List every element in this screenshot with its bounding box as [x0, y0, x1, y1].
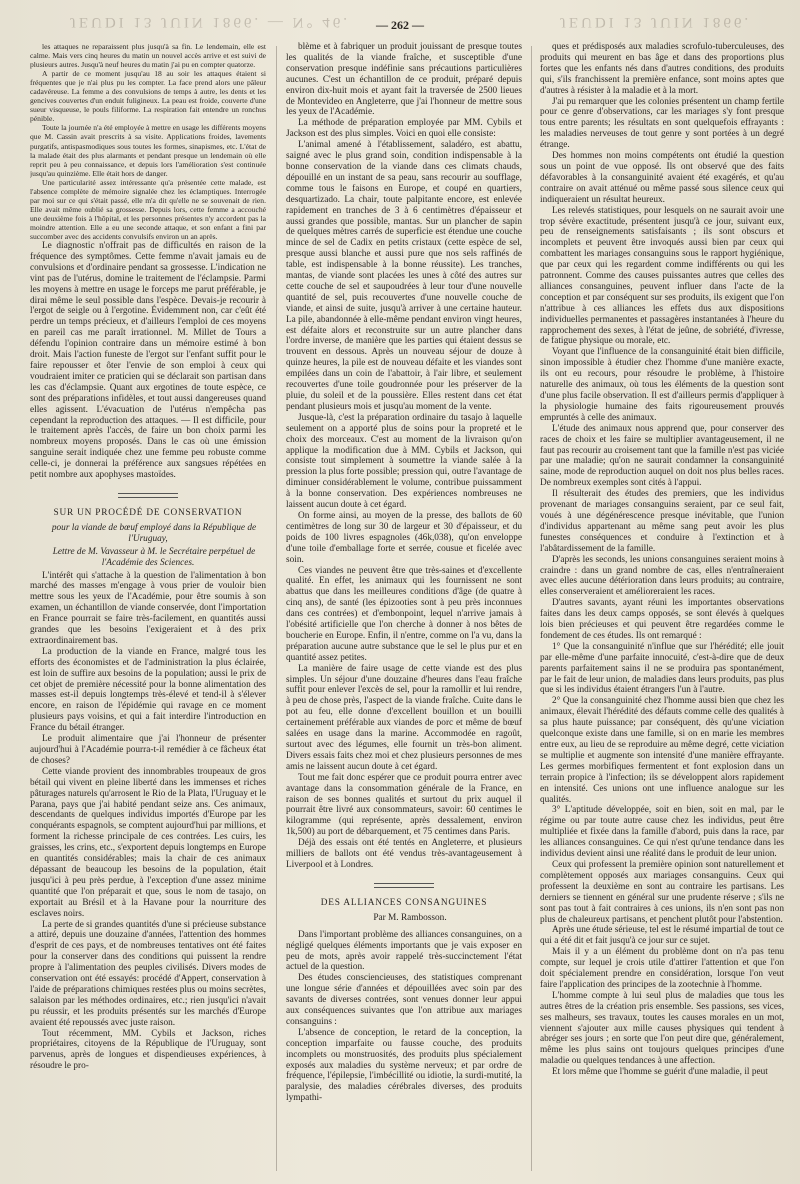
paragraph: La méthode de préparation employée par MM. Cybils et Jackson est des plus simples. Voici en quoi elle consiste:: [286, 118, 522, 140]
paragraph: Il résulterait des études des premiers, que les individus provenant de mariages consanguins seraient, par ce seul fait, voués à une dégénérescence presque inévitable, que l'union d'individus appartenant au même sang peut avoir les plus funestes conséquences et conduire à l'extinction et à l'abâtardissement de la famille.: [540, 489, 784, 554]
article-title: DES ALLIANCES CONSANGUINES: [320, 897, 488, 908]
paragraph: Tout récemment, MM. Cybils et Jackson, riches propriétaires, citoyens de la République de l'Uruguay, sont parvenus, après de longues et dispendieuses expériences, à résoudre le pro-: [30, 1028, 266, 1072]
paragraph: La production de la viande en France, malgré tous les efforts des économistes et de l'administration la plus éclairée, est loin de suffire aux besoins de la population; aussi le prix de cet objet de première nécessité pour la bonne alimentation des masses est-il depuis longtemps très-élevé et tend-il à s'élever encore, en raison de l'épidémie qui ravage en ce moment plusieurs pays voisins, et qui a fait interdire l'introduction en France du bétail étranger.: [30, 646, 266, 734]
article-conservation-continued: [286, 42, 522, 871]
article-consanguinity: [286, 898, 522, 1104]
paragraph: Cette viande provient des innombrables troupeaux de gros bétail qui vivent en pleine liberté dans les immenses et riches pâturages naturels qu'arrosent le Rio de la Plata, l'Uruguay et le Parana, pays que j'ai habité pendant seize ans. Ces animaux, descendants de quelques individus importés d'Europe par les conquérants espagnols, se comptent aujourd'hui par millions, et forment la richesse principale de ces contrées. Les cuirs, les graisses, les crins, etc., s'exportent depuis longtemps en Europe en quantités considérables; mais la chair de ces animaux dépassant de beaucoup les besoins de la population, était jusqu'ici à peu près perdue, à l'exception d'une assez minime quantité que l'on préparait et que, sous le nom de tasajo, on exportait au Brésil et à la Havane pour la nourriture des esclaves noirs.: [30, 766, 266, 919]
paragraph: D'après les seconds, les unions consanguines seraient moins à craindre : dans un grand nombre de cas, elles n'entraîneraient avec elles aucune détérioration dans leurs produits; au contraire, elles conserveraient et amélioreraient les races.: [540, 554, 784, 598]
article-consanguinity-continued: [540, 42, 784, 1078]
section-divider: [374, 883, 434, 888]
paragraph: La manière de faire usage de cette viande est des plus simples. Un séjour d'une douzaine d'heures dans l'eau fraîche suffit pour enlever l'excès de sel, pour la ramollir et lui rendre, à peu de chose près, l'aspect de la viande fraîche. Cuite dans le pot au feu, elle donne d'excellent bouillon et un bouilli certainement préférable aux viandes de porc et même de bœuf salées en usage dans la marine. Accommodée en ragoût, surtout avec des légumes, elle fournit un très-bon aliment. Divers essais faits chez moi et chez plusieurs personnes de mes amis ne laissent aucun doute à cet égard.: [286, 663, 522, 772]
paragraph: Le produit alimentaire que j'ai l'honneur de présenter aujourd'hui à l'Académie pourra-t-il remédier à ce fâcheux état de choses?: [30, 734, 266, 766]
paragraph: Après une étude sérieuse, tel est le résumé impartial de tout ce qui a été dit et fait jusqu'à ce jour sur ce sujet.: [540, 925, 784, 947]
paragraph: Dans l'important problème des alliances consanguines, on a négligé quelques éléments importants que je vais exposer en peu de mots, après avoir rappelé très-succinctement l'état actuel de la question.: [286, 929, 522, 973]
paragraph: Des études consciencieuses, des statistiques comprenant une longue série d'années et dépouillées avec soin par des savants de diverses contrées, sont venues donner leur appui aux conséquences suivantes que l'on attribue aux mariages consanguins :: [286, 973, 522, 1027]
column-2: [286, 42, 522, 1172]
paragraph: ques et prédisposés aux maladies scrofulo-tuberculeuses, des produits qui meurent en bas âge et dans des proportions plus fortes que les enfants nés dans d'autres conditions, des produits qui, s'ils franchissent la première enfance, sont moins aptes que d'autres à résister à la maladie et à la mort.: [540, 42, 784, 96]
case-discussion: [30, 241, 266, 481]
column-3: [540, 42, 784, 1172]
paragraph: A partir de ce moment jusqu'au 18 au soir les attaques étaient si fréquentes que je n'ai plus pu les compter. La face prend alors une pâleur cadavéreuse. La femme a des convulsions de temps à autre, les dents et les gencives couvertes d'un enduit fuligineux. La peau est froide, couverte d'une sueur visqueuse, le pouls filiforme. La respiration fait entendre un ronchus pénible.: [30, 69, 266, 124]
bleed-text-right: JEUDI 13 JUIN 1866.: [560, 14, 752, 30]
column-separator: [531, 46, 532, 1171]
paragraph: blème et à fabriquer un produit jouissant de presque toutes les qualités de la viande fraîche, et susceptible d'une conservation presque indéfinie sans précautions particulières aucunes. C'est un échantillon de ce produit, préparé depuis environ dix-huit mois et ayant fait la traversée de 2500 lieues de Montevideo en Angleterre, que j'ai l'honneur de mettre sous les yeux de l'Académie.: [286, 42, 522, 118]
column-1: [30, 42, 266, 1172]
paragraph: La perte de si grandes quantités d'une si précieuse substance a attiré, depuis une douzaine d'années, l'attention des hommes d'esprit de ces pays, et de nombreuses tentatives ont été faites pour la conserver dans des conditions qui puissent la rendre propre à l'alimentation des peuples civilisés. Divers modes de conservation ont été essayés: procédé d'Appert, conservation à l'aide de préparations chimiques restées plus ou moins secrètes, salaison par les méthodes ordinaires, etc.; rien jusqu'ici n'avait pu réussir, et les produits présentés sur les marchés d'Europe avaient été repoussés avec juste raison.: [30, 919, 266, 1028]
page-number: — 262 —: [376, 18, 424, 32]
paragraph: 1° Que la consanguinité n'influe que sur l'hérédité; elle jouit par elle-même d'une parfaite innocuité, c'est-à-dire que de deux parents parfaitement sains il ne se produira pas spontanément, par le fait de leur union, de maladies dans leurs produits, pas plus que si les individus étaient étrangers l'un à l'autre.: [540, 641, 784, 696]
paragraph: Ceux qui professent la première opinion sont naturellement et complètement opposés aux mariages consanguins. Ceux qui professent la deuxième en sont au contraire les partisans. Les derniers se tiennent en général sur une prudente réserve ; s'ils ne sont pas tout à fait contraires à ces unions, ils n'en sont pas non plus de chaleureux partisans, et penchent plutôt pour l'abstention.: [540, 859, 784, 925]
paragraph: Une particularité assez intéressante qu'a présentée cette malade, est l'absence complète de mémoire signalée chez les éclamptiques. Interrogée par moi sur ce qui s'était passé, elle m'a dit qu'elle ne se souvenait de rien. Elle avait même oublié sa grossesse. Depuis lors, cette femme a accouché une deuxième fois à l'hôpital, et les personnes présentes n'y accordent pas la moindre attention. Elle a eu une seconde attaque, et son enfant a fini par succomber avec des accidents convulsifs environ un an après.: [30, 177, 266, 241]
bleed-text-left: JEUDI 13 JUIN 1866. — N° 46.: [70, 14, 350, 30]
paragraph: Mais il y a un élément du problème dont on n'a pas tenu compte, sur lequel je crois utile d'attirer l'attention et que l'on doit spécialement prendre en considération, lorsque l'on veut faire l'application des principes de la zootechnie à l'homme.: [540, 947, 784, 990]
paragraph: 2° Que la consanguinité chez l'homme aussi bien que chez les animaux, élevait l'hérédité des défauts comme celle des qualités à sa plus haute puissance; par conséquent, dès qu'une viciation quelconque existe dans une famille, si on en marie les membres entre eux, au lieu de se reproduire au même degré, cette viciation se multiplie et augmente son intensité d'une manière effrayante. Les germes morbifiques fermentent et font explosion dans un terrain propice à l'infection; ils se développent alors rapidement en intensité. Ces unions ont une influence analogue sur les qualités.: [540, 696, 784, 805]
article-conservation: [30, 508, 266, 1072]
article-subtitle: pour la viande de bœuf employé dans la République de l'Uruguay,: [51, 522, 257, 544]
article-title: SUR UN PROCÉDÉ DE CONSERVATION: [53, 507, 243, 518]
paragraph: Toute la journée n'a été employée à mettre en usage les différents moyens que M. Cassin avait prescrits à sa visite. Applications froides, lavements purgatifs, antispasmodiques sous toutes les formes, sinapismes, etc. L'état de la malade était des plus alarmants et pendant presque un lendemain où elle reprit peu à peu connaissance, et depuis lors l'amélioration s'est continuée jusqu'au quinzième. Elle était hors de danger.: [30, 123, 266, 178]
section-divider: [118, 493, 178, 498]
paragraph: On forme ainsi, au moyen de la presse, des ballots de 60 centimètres de long sur 30 de largeur et 30 d'épaisseur, et du poids de 100 livres espagnoles (46k,038), qu'on enveloppe d'une toile d'emballage forte et serrée, cousue et ficelée avec soin.: [286, 510, 522, 565]
paragraph: L'animal amené à l'établissement, saladéro, est abattu, saigné avec le plus grand soin, condition indispensable à la bonne conservation de la viande dans ces climats chauds, dépouillé en un instant de sa peau, sans recourir au soufflage, comme tous le faisons en Europe, et coupé en quartiers, desquartizado. La chair, toute palpitante encore, est enlevée rapidement en tranches de 3 à 6 centimètres d'épaisseur et aussi grandes que possible, mantas. Sur un plancher de sapin de quelques mètres carrés de superficie est étendue une couche mince de sel de Cadix en petits cristaux (cette espèce de sel, presque aussi blanche et aussi pure que nos sels raffinés de table, est indispensable à la bonne réussite). Les tranches, mantas, de viande sont placées les unes à côté des autres sur cette couche de sel et saupoudrées à leur tour d'une nouvelle quantité de sel, puis recouvertes d'une nouvelle couche de viande, et ainsi de suite, jusqu'à arriver à une certaine hauteur. La pile, abandonnée à elle-même pendant environ vingt heures, est défaite alors et reconstruite sur un autre plancher dans l'ordre inverse, de manière que les parties qui étaient dessus se trouvent en dessous. Après un nouveau séjour de douze à quinze heures, la pile est de nouveau défaite et les viandes sont empilées dans un coin de l'abattoir, à l'air libre, et seulement recouvertes d'une toile goudronnée pour les préserver de la pluie, du soleil et de la poussière. Elles restent dans cet état pendant plusieurs mois et jusqu'au moment de la vente.: [286, 140, 522, 412]
article-letter-heading: Lettre de M. Vavasseur à M. le Secrétaire perpétuel de l'Académie des Sciences.: [52, 546, 256, 568]
paragraph: Déjà des essais ont été tentés en Angleterre, et plusieurs milliers de ballots ont été vendus très-avantageusement à Liverpool et à Londres.: [286, 838, 522, 870]
paragraph: L'absence de conception, le retard de la conception, la conception imparfaite ou fausse couche, des produits incomplets ou monstruosités, des produits plus spécialement exposés aux maladies du système nerveux; et par ordre de fréquence, l'épilepsie, l'imbécillité ou idiotie, la surdi-mutité, la paralysie, des maladies cérébrales diverses, des produits lympathi-: [286, 1027, 522, 1104]
paragraph: J'ai pu remarquer que les colonies présentent un champ fertile pour ce genre d'observations, car les mariages s'y font presque tous entre parents; les résultats en sont quelquefois effrayants : les maladies nerveuses de tout genre y sont portées à un degré étrange.: [540, 96, 784, 151]
paragraph: Le diagnostic n'offrait pas de difficultés en raison de la fréquence des symptômes. Cette femme n'avait jamais eu de convulsions et d'ordinaire pendant sa grossesse. L'indication ne vint pas de l'utérus, domine le traitement de l'éclampsie. Parmi les moyens à mettre en usage le forceps me parut préférable, je dirai même le seul possible dans l'espèce. Devais-je recourir à l'ergot de seigle ou à l'ergotine. Évidemment non, car c'eût été perdre un temps précieux, et d'ailleurs l'emploi de ces moyens en pareil cas me paraît irrationnel. M. Millet de Tours a défendu l'opinion contraire dans un mémoire estimé à bon droit. Mais l'action funeste de l'ergot sur l'enfant suffit pour le faire repousser et ôter l'envie de son emploi à ceux qui voudraient imiter ce praticien qui se déclarait son partisan dans les cas d'éclampsie. Quant aux ergotines de toute espèce, ce sont des préparations infidèles, et tout aussi dangereuses quand elles agissent. L'évacuation de l'utérus n'empêcha pas cependant la reproduction des attaques. — Il est difficile, pour le traitement après l'accès, de faire un bon choix parmi les nombreux moyens proposés. Dans le cas où une émission sanguine serait indiquée chez une femme peu robuste comme celle-ci, je donnerai la préférence aux sangsues répétées en petit nombre aux apophyses mastoïdes.: [30, 241, 266, 481]
paragraph: Les relevés statistiques, pour lesquels on ne saurait avoir une trop sévère exactitude, présentent jusqu'à ce jour, suivant eux, peu de renseignements satisfaisants ; ils sont obscurs et incomplets et peuvent être invoqués aussi bien par ceux qui combattent les mariages consanguins sous le rapport hygiénique, que par ceux qui les regardent comme indifférents ou qui les patronnent. Comme des causes puissantes autres que celles des alliances consanguines, peuvent influer dans l'acte de la conception et par conséquent sur ses produits, ils exigent que l'on n'attribue à ces alliances les effets dus aux dispositions individuelles permanentes et passagères instantanées à l'heure du rapprochement des sexes, à l'état de jeûne, de sobriété, d'ivresse, de fatigue physique ou morale, etc.: [540, 205, 784, 347]
paragraph: L'homme compte à lui seul plus de maladies que tous les autres êtres de la création pris ensemble. Ses passions, ses vices, ses malheurs, ses travaux, toutes les causes morales en un mot, viennent s'ajouter aux mille causes physiques qui tendent à abréger ses jours ; en sorte que l'on peut dire que, généralement, même les plus sains ont toujours quelques principes d'une maladie ou quelques tendances à une affection.: [540, 990, 784, 1067]
paragraph: Des hommes non moins compétents ont étudié la question sous un point de vue opposé. Ils ont observé que des faits défavorables à la consanguinité avaient été exagérés, et qu'au contraire on avait atténué ou même passé sous silence ceux qui indiqueraient un résultat heureux.: [540, 151, 784, 205]
paragraph: Tout me fait donc espérer que ce produit pourra entrer avec avantage dans la consommation générale de la France, en raison de ses bonnes qualités et surtout du prix auquel il pourrait être livré aux consommateurs, savoir: 60 centimes le kilogramme (qui représente, après dessalement, environ 1k,500) au port de débarquement, et 75 centimes dans Paris.: [286, 772, 522, 838]
column-separator: [276, 46, 277, 1171]
paragraph: Jusque-là, c'est la préparation ordinaire du tasajo à laquelle seulement on a apporté plus de soins pour la propreté et le choix des morceaux. C'est au moment de la livraison qu'on applique la modification due à MM. Cybils et Jackson, qui consiste tout simplement à soumettre la viande salée à la pression la plus forte possible; pression qui, outre l'avantage de diminuer considérablement le volume, contribue puissamment à la bonne conservation. Des expériences nombreuses ne laissent aucun doute à cet égard.: [286, 412, 522, 511]
case-report-continued: [30, 42, 266, 241]
article-byline: Par M. Rambosson.: [373, 912, 447, 923]
paragraph: Voyant que l'influence de la consanguinité était bien difficile, sinon impossible à étudier chez l'homme d'une manière exacte, ils ont eu recours, pour résoudre le problème, à l'histoire naturelle des animaux, où tous les éléments de la question sont d'une plus facile observation. Il est d'ailleurs permis d'appliquer à la physiologie humaine des faits rigoureusement prouvés empruntés à celle des animaux.: [540, 347, 784, 423]
paragraph: L'étude des animaux nous apprend que, pour conserver des races de choix et les faire se multiplier avantageusement, il ne faut pas recourir au croisement tant que la famille n'est pas viciée par une maladie; qu'on ne saurait condamner la consanguinité saine, mode de reproduction auquel on doit nos plus belles races. De nombreux exemples sont cités à l'appui.: [540, 423, 784, 489]
paragraph: les attaques ne reparaissent plus jusqu'à sa fin. Le lendemain, elle est calme. Mais vers cinq heures du matin un nouvel accès arrive et est suivi de plusieurs autres. Jusqu'à neuf heures du matin j'ai pu en compter quatorze.: [30, 42, 266, 70]
paragraph: Ces viandes ne peuvent être que très-saines et d'excellente qualité. En effet, les animaux qui les fournissent ne sont abattus que dans les meilleures conditions d'âge (de quatre à cinq ans), de santé (les épizooties sont à peu près inconnues dans ces contrées) et d'embonpoint, lequel n'arrive jamais à l'obésité artificielle que l'on cherche à donner à nos bêtes de boucherie en Europe. Enfin, il n'entre, comme on l'a vu, dans la préparation aucune autre substance que le sel le plus pur et en quantité assez petites.: [286, 565, 522, 663]
paragraph: L'intérêt qui s'attache à la question de l'alimentation à bon marché des masses m'engage à vous prier de vouloir bien mettre sous les yeux de l'Académie, pour être soumis à son examen, un échantillon de viande conservée, dont l'importation en France pourrait se faire très-facilement, en quantités aussi grandes que les besoins l'exigeraient et à des prix extraordinairement bas.: [30, 570, 266, 646]
paragraph: Et lors même que l'homme se guérit d'une maladie, il peut: [552, 1067, 768, 1078]
paragraph: D'autres savants, ayant réuni les importantes observations faites dans les deux camps opposés, se sont élevés à quelques lois bien précieuses et qui peuvent être regardées comme le fondement de ces études. Ils ont remarqué :: [540, 598, 784, 641]
paragraph: 3° L'aptitude développée, soit en bien, soit en mal, par le régime ou par toute autre cause chez les individus, peut être multipliée et fixée dans la famille d'abord, puis dans la race, par les alliances consanguines. Ce qui n'est qu'une tendance dans les individus devient ainsi une réalité dans le produit de leur union.: [540, 805, 784, 860]
